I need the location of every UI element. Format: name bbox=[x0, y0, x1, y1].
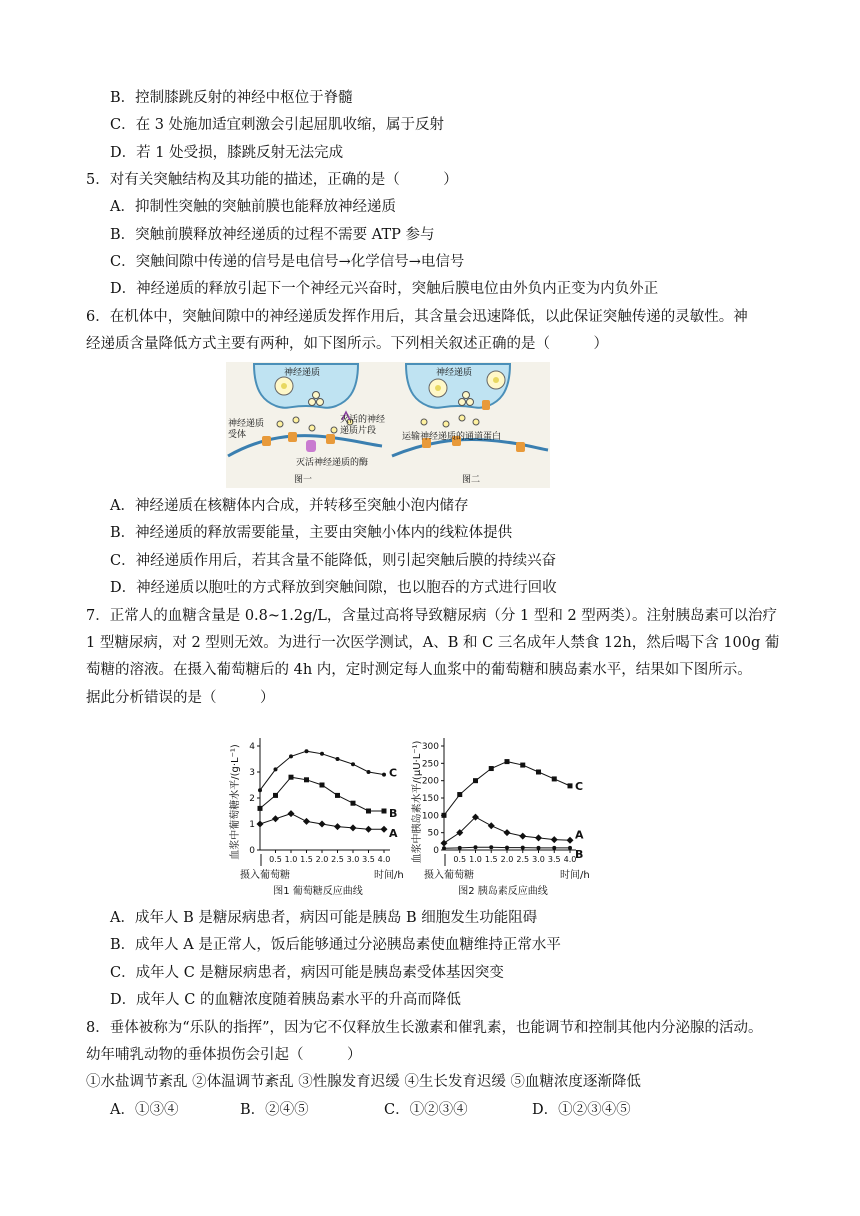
data-point-C bbox=[336, 757, 340, 761]
q7-option-a: A．成年人 B 是糖尿病患者，病因可能是胰岛 B 细胞发生功能阻碍 bbox=[110, 910, 538, 926]
q7-option-c: C．成年人 C 是糖尿病患者，病因可能是胰岛素受体基因突变 bbox=[110, 965, 504, 981]
data-point-A bbox=[319, 821, 326, 828]
q6-option-d: D．神经递质以胞吐的方式释放到突触间隙，也以胞吞的方式进行回收 bbox=[110, 580, 557, 596]
chart-title: 图1 葡萄糖反应曲线 bbox=[273, 886, 363, 897]
data-point-C bbox=[367, 770, 371, 774]
q6-option-c: C．神经递质作用后，若其含量不能降低，则引起突触后膜的持续兴奋 bbox=[110, 553, 557, 569]
q7-stem-line4: 据此分析错误的是（ ） bbox=[86, 690, 275, 706]
data-point-C bbox=[520, 763, 525, 768]
data-point-B bbox=[474, 845, 478, 849]
insulin-chart bbox=[408, 732, 590, 900]
q6-option-a: A．神经递质在核糖体内合成，并转移至突触小泡内储存 bbox=[110, 498, 469, 514]
data-point-A bbox=[551, 836, 558, 843]
y-tick-label: 1 bbox=[249, 820, 255, 830]
q4-option-c: C．在 3 处施加适宜刺激会引起屈肌收缩，属于反射 bbox=[110, 117, 445, 133]
y-tick-label: 0 bbox=[433, 846, 439, 856]
series-label-B: B bbox=[575, 847, 584, 861]
data-point-C bbox=[289, 754, 293, 758]
x-tick-label: 3.0 bbox=[532, 855, 545, 864]
data-point-A bbox=[441, 840, 448, 847]
x-tick-label: 3.5 bbox=[362, 855, 375, 864]
q7-stem-line3: 萄糖的溶液。在摄入葡萄糖后的 4h 内，定时测定每人血浆中的葡萄糖和胰岛素水平，结果如下图所示。 bbox=[86, 662, 752, 678]
data-point-A bbox=[272, 815, 279, 822]
transporter-protein bbox=[482, 400, 490, 410]
data-point-A bbox=[567, 837, 574, 844]
q5-option-b: B．突触前膜释放神经递质的过程不需要 ATP 参与 bbox=[110, 227, 435, 243]
data-point-B bbox=[351, 801, 356, 806]
x-tick-label: 1.5 bbox=[300, 855, 313, 864]
chart-title: 图2 胰岛素反应曲线 bbox=[458, 886, 548, 897]
label-enzyme: 灭活神经递质的酶 bbox=[296, 458, 369, 468]
y-tick-label: 250 bbox=[421, 759, 439, 770]
q4-option-b: B．控制膝跳反射的神经中枢位于脊髓 bbox=[110, 90, 353, 106]
data-point-C bbox=[536, 770, 541, 775]
data-point-B bbox=[552, 846, 556, 850]
q7-stem-line2: 1 型糖尿病，对 2 型则无效。为进行一次医学测试，A、B 和 C 三名成年人禁食 12h，然后喝下含 100g 葡 bbox=[86, 635, 780, 651]
data-point-C bbox=[457, 792, 462, 797]
y-tick-label: 50 bbox=[427, 828, 439, 839]
q5-stem: 5．对有关突触结构及其功能的描述，正确的是（ ） bbox=[86, 172, 458, 188]
q5-option-d: D．神经递质的释放引起下一个神经元兴奋时，突触后膜电位由外负内正变为内负外正 bbox=[110, 281, 659, 297]
data-point-B bbox=[489, 845, 493, 849]
y-tick-label: 3 bbox=[249, 768, 255, 778]
data-point-A bbox=[288, 810, 295, 817]
data-point-B bbox=[458, 846, 462, 850]
data-point-C bbox=[505, 759, 510, 764]
x-axis-label: 时间/h bbox=[560, 870, 590, 881]
enzyme bbox=[306, 440, 316, 452]
series-label-C: C bbox=[575, 779, 584, 793]
y-axis-label: 血浆中葡萄糖水平/(g·L⁻¹) bbox=[230, 744, 241, 860]
data-point-C bbox=[473, 778, 478, 783]
data-point-C bbox=[442, 813, 447, 818]
data-point-B bbox=[537, 846, 541, 850]
series-line-B bbox=[260, 777, 384, 811]
x-tick-label: 2.0 bbox=[500, 855, 514, 864]
y-tick-label: 300 bbox=[421, 742, 439, 752]
series-label-A: A bbox=[575, 828, 584, 842]
glucose-chart bbox=[226, 732, 406, 900]
data-point-B bbox=[521, 846, 525, 850]
q8-option-d: D．①②③④⑤ bbox=[532, 1102, 631, 1118]
data-point-C bbox=[382, 773, 386, 777]
data-point-B bbox=[382, 809, 387, 814]
synapse-figure bbox=[226, 362, 550, 488]
data-point-B bbox=[289, 775, 294, 780]
series-label-B: B bbox=[389, 807, 398, 820]
q5-option-a: A．抑制性突触的突触前膜也能释放神经递质 bbox=[110, 199, 396, 215]
q8-option-b: B．②④⑤ bbox=[240, 1102, 309, 1118]
data-point-A bbox=[303, 818, 310, 825]
x-axis-label: 时间/h bbox=[374, 870, 404, 881]
data-point-A bbox=[365, 826, 372, 833]
data-point-A bbox=[535, 834, 542, 841]
data-point-A bbox=[334, 823, 341, 830]
x-tick-label: 1.0 bbox=[469, 855, 482, 864]
fig2-label: 图二 bbox=[462, 475, 481, 485]
data-point-C bbox=[305, 749, 309, 753]
y-axis-label: 血浆中胰岛素水平/(μU·L⁻¹) bbox=[412, 740, 423, 864]
q7-option-b: B．成年人 A 是正常人，饭后能够通过分泌胰岛素使血糖维持正常水平 bbox=[110, 937, 561, 953]
data-point-C bbox=[320, 752, 324, 756]
data-point-C bbox=[489, 766, 494, 771]
data-point-C bbox=[568, 783, 573, 788]
q8-option-a: A．①③④ bbox=[110, 1102, 179, 1118]
q8-option-c: C．①②③④ bbox=[384, 1102, 468, 1118]
x-tick-label: 2.5 bbox=[331, 855, 344, 864]
y-tick-label: 100 bbox=[421, 811, 439, 822]
x-tick-label: 2.5 bbox=[516, 855, 530, 864]
q8-stem-line1: 8．垂体被称为“乐队的指挥”，因为它不仅释放生长激素和催乳素，也能调节和控制其他内分泌腺的活动。 bbox=[86, 1020, 763, 1036]
data-point-C bbox=[351, 762, 355, 766]
x-tick-label: 3.5 bbox=[547, 855, 561, 864]
data-point-B bbox=[442, 846, 446, 850]
data-point-C bbox=[552, 776, 557, 781]
data-point-A bbox=[519, 833, 526, 840]
q4-option-d: D．若 1 处受损，膝跳反射无法完成 bbox=[110, 145, 344, 161]
data-point-A bbox=[488, 822, 495, 829]
y-tick-label: 200 bbox=[421, 776, 439, 787]
y-tick-label: 150 bbox=[421, 794, 439, 804]
label-fragment-line1: 灭活的神经 bbox=[340, 415, 386, 425]
q6-stem-line2: 经递质含量降低方式主要有两种，如下图所示。下列相关叙述正确的是（ ） bbox=[86, 336, 608, 352]
x-note: 摄入葡萄糖 bbox=[424, 870, 474, 881]
data-point-B bbox=[304, 777, 309, 782]
x-tick-label: 1.0 bbox=[284, 855, 298, 864]
data-point-A bbox=[257, 821, 264, 828]
data-point-C bbox=[274, 767, 278, 771]
q7-option-d: D．成年人 C 的血糖浓度随着胰岛素水平的升高而降低 bbox=[110, 992, 461, 1008]
q6-option-b: B．神经递质的释放需要能量，主要由突触小体内的线粒体提供 bbox=[110, 525, 513, 541]
fig1-label: 图一 bbox=[294, 475, 313, 485]
label-receptor-line1: 神经递质 bbox=[228, 419, 265, 429]
data-point-B bbox=[505, 846, 509, 850]
x-tick-label: 1.5 bbox=[484, 855, 498, 864]
data-point-B bbox=[273, 793, 278, 798]
data-point-C bbox=[258, 788, 262, 792]
x-tick-label: 4.0 bbox=[377, 855, 391, 864]
x-tick-label: 0.5 bbox=[269, 855, 282, 864]
series-label-C: C bbox=[389, 766, 398, 780]
x-note: 摄入葡萄糖 bbox=[240, 870, 290, 881]
label-receptor-line2: 受体 bbox=[228, 430, 247, 440]
q8-items: ①水盐调节紊乱 ②体温调节紊乱 ③性腺发育迟缓 ④生长发育迟缓 ⑤血糖浓度逐渐降低 bbox=[86, 1074, 641, 1090]
x-tick-label: 4.0 bbox=[563, 855, 577, 864]
label-neurotransmitter-2: 神经递质 bbox=[436, 368, 473, 378]
q6-stem-line1: 6．在机体中，突触间隙中的神经递质发挥作用后，其含量会迅速降低，以此保证突触传递的灵敏性。神 bbox=[86, 309, 748, 325]
data-point-B bbox=[335, 793, 340, 798]
data-point-B bbox=[320, 783, 325, 788]
y-tick-label: 0 bbox=[249, 846, 255, 856]
x-tick-label: 3.0 bbox=[346, 855, 360, 864]
y-tick-label: 2 bbox=[249, 794, 255, 804]
label-fragment-line2: 递质片段 bbox=[340, 426, 377, 436]
data-point-A bbox=[381, 826, 388, 833]
data-point-B bbox=[568, 846, 572, 850]
q8-stem-line2: 幼年哺乳动物的垂体损伤会引起（ ） bbox=[86, 1047, 362, 1063]
x-tick-label: 2.0 bbox=[315, 855, 329, 864]
receptor bbox=[262, 436, 271, 446]
q7-stem-line1: 7．正常人的血糖含量是 0.8~1.2g/L，含量过高将导致糖尿病（分 1 型和 2 型两类）。注射胰岛素可以治疗 bbox=[86, 608, 778, 624]
data-point-B bbox=[258, 806, 263, 811]
q5-option-c: C．突触间隙中传递的信号是电信号→化学信号→电信号 bbox=[110, 254, 465, 270]
label-transporter: 运输神经递质的通道蛋白 bbox=[402, 432, 502, 442]
data-point-B bbox=[366, 809, 371, 814]
series-label-A: A bbox=[389, 827, 398, 841]
series-line-C bbox=[444, 762, 570, 816]
data-point-A bbox=[350, 824, 357, 831]
data-point-A bbox=[504, 829, 511, 836]
x-tick-label: 0.5 bbox=[453, 855, 467, 864]
label-neurotransmitter-1: 神经递质 bbox=[284, 368, 321, 378]
y-tick-label: 4 bbox=[249, 742, 255, 752]
